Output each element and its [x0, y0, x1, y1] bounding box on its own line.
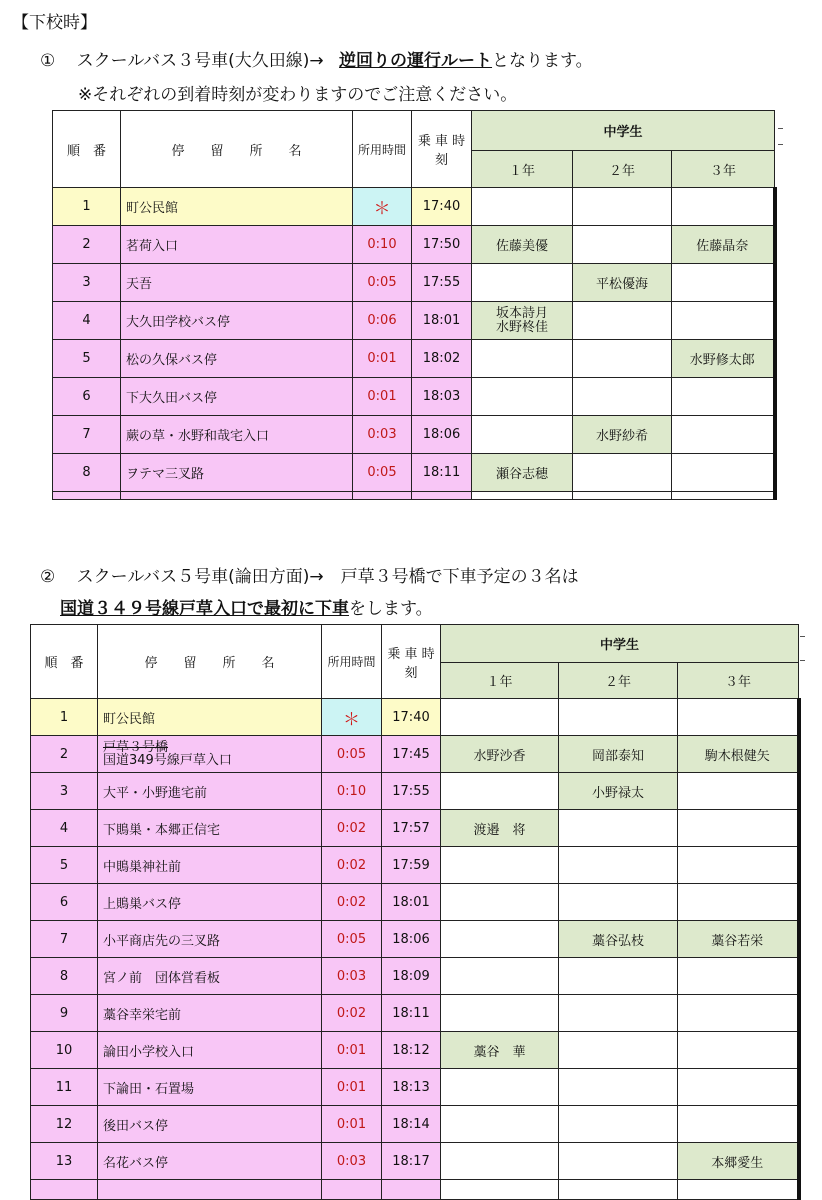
duration-cell: 0:02 [322, 810, 382, 847]
section2-line2 [60, 594, 433, 619]
section1-text-before: スクールバス３号車(大久田線)→ [76, 51, 324, 71]
partial-cell [53, 492, 121, 500]
stop-name-cell: 宮ノ前 団体営看板 [98, 958, 322, 995]
duration-cell: 0:01 [322, 1106, 382, 1143]
student-g1-cell [441, 847, 559, 884]
table-row [31, 1069, 799, 1106]
header-junior-high: 中学生 [472, 111, 775, 151]
student-g2-cell [559, 995, 678, 1032]
student-g3-cell [678, 1106, 799, 1143]
section2-text-after: をします。 [349, 599, 433, 619]
student-g2-cell [559, 1143, 678, 1180]
boarding-time-cell: 18:01 [412, 302, 472, 340]
student-g3-cell [678, 995, 799, 1032]
table-row [31, 1143, 799, 1180]
student-g2-cell [573, 226, 672, 264]
partial-cell [472, 492, 573, 500]
header-grade-1: １年 [472, 151, 573, 188]
table-row [53, 226, 775, 264]
duration-cell: 0:03 [322, 1143, 382, 1180]
table-row [31, 736, 799, 773]
section2-bold-text: 国道３４９号線戸草入口で最初に下車 [60, 599, 349, 619]
stop-name-cell: 大平・小野進宅前 [98, 773, 322, 810]
partial-cell [382, 1180, 441, 1200]
partial-cell [121, 492, 353, 500]
stop-name-cell: 小平商店先の三叉路 [98, 921, 322, 958]
boarding-time-cell: 18:11 [412, 454, 472, 492]
student-g2-cell: 小野禄太 [559, 773, 678, 810]
order-cell: 2 [31, 736, 98, 773]
student-g3-cell [678, 1069, 799, 1106]
stop-name-cell: 天吾 [121, 264, 353, 302]
table-row [53, 264, 775, 302]
boarding-time-cell: 18:13 [382, 1069, 441, 1106]
order-cell: 3 [31, 773, 98, 810]
student-g2-cell [573, 188, 672, 226]
student-g2-cell [573, 302, 672, 340]
table-row [31, 1106, 799, 1143]
partial-cell [31, 1180, 98, 1200]
duration-cell: 0:05 [353, 454, 412, 492]
duration-cell: 0:06 [353, 302, 412, 340]
student-g3-cell [678, 884, 799, 921]
stop-name-cell-line: 戸草３号橋 [103, 740, 169, 755]
header-duration: 所用時間 [322, 625, 382, 699]
section2-text: スクールバス５号車(論田方面)→ 戸草３号橋で下車予定の３名は [76, 567, 579, 587]
boarding-time-cell: 17:40 [382, 699, 441, 736]
stop-name-cell: ヲテマ三叉路 [121, 454, 353, 492]
student-g3-cell: 水野修太郎 [672, 340, 775, 378]
table-row [53, 378, 775, 416]
table-row [31, 921, 799, 958]
header-order: 順 番 [31, 625, 98, 699]
order-cell: 8 [31, 958, 98, 995]
edge-mark [800, 660, 805, 661]
section1-line1 [40, 46, 593, 71]
duration-cell: ＊ [353, 188, 412, 226]
order-cell: 5 [31, 847, 98, 884]
stop-name-cell-line: 国道349号線戸草入口 [103, 753, 232, 768]
section1-text-after: となります。 [492, 51, 593, 71]
table-row [31, 995, 799, 1032]
student-g2-cell [559, 1106, 678, 1143]
header-boarding-time: 乗 車 時 刻 [412, 111, 472, 188]
header-stop-name: 停 留 所 名 [121, 111, 353, 188]
stop-name-cell: 中鵙巣神社前 [98, 847, 322, 884]
student-g2-cell: 平松優海 [573, 264, 672, 302]
stop-name-cell: 下鵙巣・本郷正信宅 [98, 810, 322, 847]
boarding-time-cell: 17:40 [412, 188, 472, 226]
student-g1-cell [441, 884, 559, 921]
student-g2-cell: 水野紗希 [573, 416, 672, 454]
boarding-time-cell: 18:06 [412, 416, 472, 454]
table-row [53, 340, 775, 378]
boarding-time-cell: 18:14 [382, 1106, 441, 1143]
partial-cell [353, 492, 412, 500]
partial-cell [672, 492, 775, 500]
order-cell: 3 [53, 264, 121, 302]
table-row [31, 958, 799, 995]
stop-name-cell: 論田小学校入口 [98, 1032, 322, 1069]
student-g2-cell [559, 884, 678, 921]
student-g3-cell [672, 378, 775, 416]
student-g1-cell [472, 340, 573, 378]
boarding-time-cell: 17:59 [382, 847, 441, 884]
duration-cell: 0:05 [353, 264, 412, 302]
header-junior-high: 中学生 [441, 625, 799, 663]
order-cell: 1 [31, 699, 98, 736]
duration-cell: 0:01 [353, 378, 412, 416]
student-g1-cell [441, 773, 559, 810]
boarding-time-cell: 17:55 [412, 264, 472, 302]
boarding-time-cell: 18:03 [412, 378, 472, 416]
order-cell: 9 [31, 995, 98, 1032]
order-cell: 5 [53, 340, 121, 378]
table-row-partial [31, 1180, 799, 1200]
table-row [31, 1032, 799, 1069]
table-row [31, 773, 799, 810]
stop-name-cell: 下大久田バス停 [121, 378, 353, 416]
student-g2-cell [573, 454, 672, 492]
edge-mark [778, 144, 783, 145]
duration-cell: 0:01 [322, 1032, 382, 1069]
header-grade-3: ３年 [672, 151, 775, 188]
boarding-time-cell: 17:57 [382, 810, 441, 847]
stop-name-cell: 町公民館 [98, 699, 322, 736]
student-g3-cell: 本郷愛生 [678, 1143, 799, 1180]
stop-name-cell: 藁谷幸栄宅前 [98, 995, 322, 1032]
table-row [53, 416, 775, 454]
student-g3-cell: 駒木根健矢 [678, 736, 799, 773]
stop-name-cell: 茗荷入口 [121, 226, 353, 264]
section2-line1 [40, 562, 579, 587]
student-g1-cell: 藁谷 華 [441, 1032, 559, 1069]
duration-cell: 0:02 [322, 884, 382, 921]
student-g3-cell: 藁谷若栄 [678, 921, 799, 958]
student-g2-cell [559, 958, 678, 995]
partial-cell [559, 1180, 678, 1200]
boarding-time-cell: 18:12 [382, 1032, 441, 1069]
duration-cell: ＊ [322, 699, 382, 736]
order-cell: 8 [53, 454, 121, 492]
student-g1-cell [441, 995, 559, 1032]
table-row [31, 810, 799, 847]
student-g1-cell [441, 699, 559, 736]
order-cell: 6 [31, 884, 98, 921]
student-g3-cell [672, 264, 775, 302]
section1-number: ① [40, 51, 56, 71]
table-row [53, 454, 775, 492]
edge-mark [778, 128, 783, 129]
student-g2-cell: 藁谷弘枝 [559, 921, 678, 958]
student-g1-cell-line: 水野柊佳 [495, 319, 548, 335]
student-g1-cell [441, 1069, 559, 1106]
order-cell: 13 [31, 1143, 98, 1180]
header-grade-2: ２年 [559, 663, 678, 699]
duration-cell: 0:03 [353, 416, 412, 454]
stop-name-cell: 名花バス停 [98, 1143, 322, 1180]
section2-route-table [30, 624, 801, 1200]
student-g3-cell [678, 810, 799, 847]
student-g3-cell [678, 847, 799, 884]
duration-cell: 0:01 [322, 1069, 382, 1106]
student-g2-cell [559, 810, 678, 847]
student-g3-cell [672, 188, 775, 226]
header-boarding-time: 乗 車 時 刻 [382, 625, 441, 699]
header-grade-1: １年 [441, 663, 559, 699]
duration-cell: 0:02 [322, 847, 382, 884]
stop-name-cell: 松の久保バス停 [121, 340, 353, 378]
student-g1-cell: 瀬谷志穂 [472, 454, 573, 492]
boarding-time-cell: 18:02 [412, 340, 472, 378]
stop-name-cell: 上鵙巣バス停 [98, 884, 322, 921]
duration-cell: 0:10 [322, 773, 382, 810]
boarding-time-cell: 18:09 [382, 958, 441, 995]
student-g1-cell [472, 302, 573, 340]
table-row [53, 188, 775, 226]
student-g1-cell [441, 1143, 559, 1180]
partial-cell [412, 492, 472, 500]
boarding-time-cell: 18:11 [382, 995, 441, 1032]
order-cell: 4 [31, 810, 98, 847]
section1-route-table [52, 110, 777, 500]
stop-name-cell: 下論田・石置場 [98, 1069, 322, 1106]
student-g3-cell [672, 454, 775, 492]
student-g3-cell [678, 699, 799, 736]
section1-note: ※それぞれの到着時刻が変わりますのでご注意ください。 [78, 85, 518, 105]
duration-cell: 0:10 [353, 226, 412, 264]
boarding-time-cell: 17:45 [382, 736, 441, 773]
order-cell: 7 [53, 416, 121, 454]
student-g2-cell [573, 378, 672, 416]
student-g3-cell [678, 773, 799, 810]
boarding-time-cell: 17:50 [412, 226, 472, 264]
page-heading: 【下校時】 [12, 13, 97, 33]
table-row [31, 884, 799, 921]
student-g1-cell: 佐藤美優 [472, 226, 573, 264]
edge-mark [800, 636, 805, 637]
student-g2-cell [573, 340, 672, 378]
boarding-time-cell: 18:17 [382, 1143, 441, 1180]
student-g1-cell [472, 264, 573, 302]
header-stop-name: 停 留 所 名 [98, 625, 322, 699]
header-duration: 所用時間 [353, 111, 412, 188]
header-grade-2: ２年 [573, 151, 672, 188]
student-g3-cell [672, 302, 775, 340]
order-cell: 10 [31, 1032, 98, 1069]
partial-cell [322, 1180, 382, 1200]
header-grade-3: ３年 [678, 663, 799, 699]
duration-cell: 0:01 [353, 340, 412, 378]
student-g1-cell [441, 1106, 559, 1143]
table-row-partial [53, 492, 775, 500]
student-g2-cell [559, 1032, 678, 1069]
student-g3-cell [678, 958, 799, 995]
student-g3-cell: 佐藤晶奈 [672, 226, 775, 264]
student-g1-cell: 渡邉 将 [441, 810, 559, 847]
partial-cell [678, 1180, 799, 1200]
stop-name-cell: 蕨の草・水野和哉宅入口 [121, 416, 353, 454]
student-g1-cell: 水野沙香 [441, 736, 559, 773]
boarding-time-cell: 18:06 [382, 921, 441, 958]
student-g3-cell [672, 416, 775, 454]
student-g1-cell-line: 坂本詩月 [495, 305, 548, 321]
section1-bold-text: 逆回りの運行ルート [339, 51, 493, 71]
stop-name-cell: 後田バス停 [98, 1106, 322, 1143]
table-row [53, 302, 775, 340]
order-cell: 1 [53, 188, 121, 226]
stop-name-cell: 大久田学校バス停 [121, 302, 353, 340]
boarding-time-cell: 18:01 [382, 884, 441, 921]
order-cell: 6 [53, 378, 121, 416]
student-g1-cell [472, 416, 573, 454]
order-cell: 11 [31, 1069, 98, 1106]
student-g2-cell [559, 699, 678, 736]
student-g1-cell [441, 921, 559, 958]
student-g1-cell [472, 188, 573, 226]
student-g1-cell [472, 378, 573, 416]
boarding-time-cell: 17:55 [382, 773, 441, 810]
duration-cell: 0:03 [322, 958, 382, 995]
student-g3-cell [678, 1032, 799, 1069]
stop-name-cell: 町公民館 [121, 188, 353, 226]
section2-number: ② [40, 567, 56, 587]
student-g2-cell [559, 847, 678, 884]
order-cell: 2 [53, 226, 121, 264]
order-cell: 4 [53, 302, 121, 340]
student-g2-cell: 岡部泰知 [559, 736, 678, 773]
duration-cell: 0:05 [322, 921, 382, 958]
student-g1-cell [441, 958, 559, 995]
table-row [31, 847, 799, 884]
partial-cell [441, 1180, 559, 1200]
student-g2-cell [559, 1069, 678, 1106]
partial-cell [573, 492, 672, 500]
header-order: 順 番 [53, 111, 121, 188]
stop-name-cell [98, 736, 322, 773]
duration-cell: 0:05 [322, 736, 382, 773]
duration-cell: 0:02 [322, 995, 382, 1032]
table-row [31, 699, 799, 736]
partial-cell [98, 1180, 322, 1200]
order-cell: 7 [31, 921, 98, 958]
order-cell: 12 [31, 1106, 98, 1143]
